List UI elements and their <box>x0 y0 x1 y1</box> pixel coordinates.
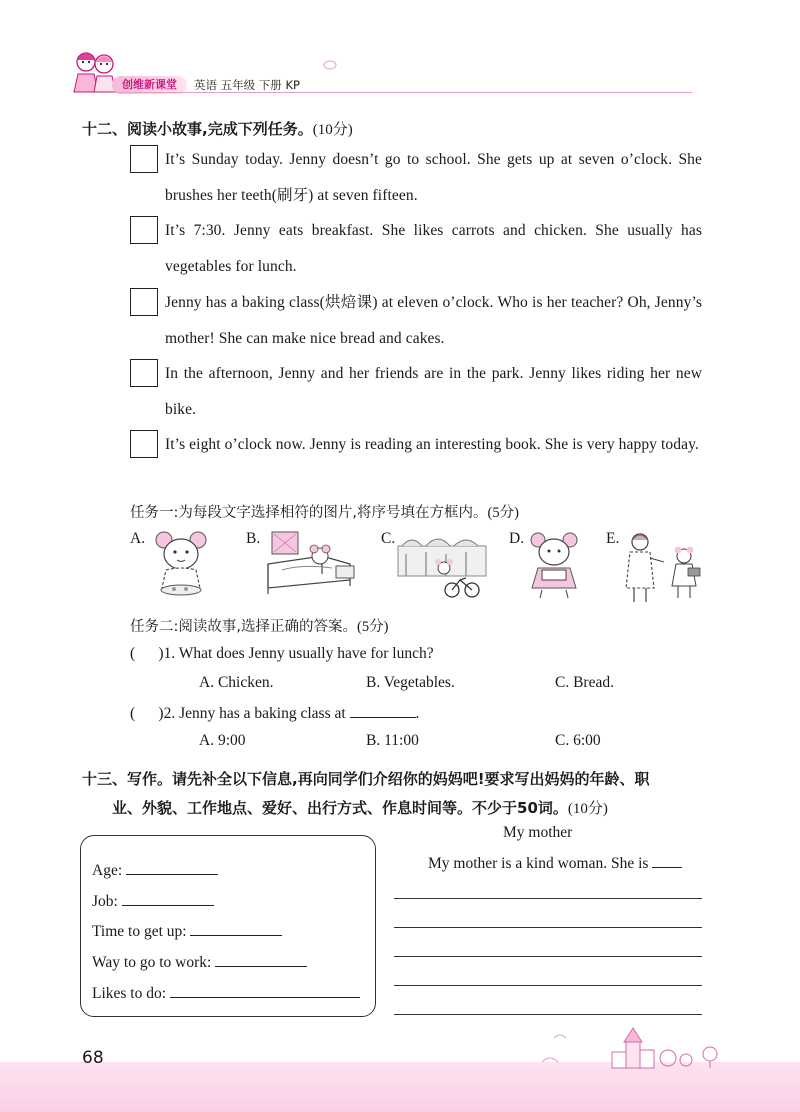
writing-line-2[interactable] <box>394 927 702 928</box>
job-blank[interactable] <box>122 891 214 906</box>
park-bike-icon <box>396 532 488 600</box>
time-to-get-up-blank[interactable] <box>190 921 282 936</box>
answer-box-2[interactable] <box>130 216 158 244</box>
writing-line-1[interactable] <box>394 898 702 899</box>
way-to-work-blank[interactable] <box>215 952 307 967</box>
story-paragraph-5: It’s eight o’clock now. Jenny is reading an interesting book. She is very happy today. <box>165 436 699 453</box>
story-paragraph-4: In the afternoon, Jenny and her friends are in the park. Jenny likes riding her new bike. <box>165 365 702 418</box>
answer-box-3[interactable] <box>130 288 158 316</box>
answer-box-4[interactable] <box>130 359 158 387</box>
flower-icon <box>322 58 338 72</box>
story-paragraph-2: It’s 7:30. Jenny eats breakfast. She likes carrots and chicken. She usually has vegetables for lunch. <box>165 222 702 275</box>
answer-box-1[interactable] <box>130 145 158 173</box>
field-time-to-get-up: Time to get up: <box>92 921 282 941</box>
writing-line-5[interactable] <box>394 1014 702 1015</box>
picture-label-b: B. <box>246 530 261 547</box>
age-blank[interactable] <box>126 860 218 875</box>
essay-title: My mother <box>503 824 573 841</box>
answer-paren-1[interactable]: ( ) <box>130 645 164 662</box>
picture-label-c: C. <box>381 530 396 547</box>
essay-start: My mother is a kind woman. She is <box>428 853 682 873</box>
girl-eating-icon <box>150 528 212 600</box>
section-12-title: 十二、阅读小故事,完成下列任务。(10分) <box>82 120 353 138</box>
writing-line-4[interactable] <box>394 985 702 986</box>
section-13-title-line-1: 十三、写作。请先补全以下信息,再向同学们介绍你的妈妈吧!要求写出妈妈的年龄、职 <box>82 770 650 788</box>
girl-reading-icon <box>528 530 580 600</box>
picture-label-e: E. <box>606 530 620 547</box>
page-number: 68 <box>82 1048 104 1068</box>
q2-option-b: B. 11:00 <box>366 732 419 749</box>
writing-line-3[interactable] <box>394 956 702 957</box>
q1-option-a: A. Chicken. <box>199 674 274 691</box>
essay-start-blank[interactable] <box>652 853 682 868</box>
section-13-title-line-2: 业、外貌、工作地点、爱好、出行方式、作息时间等。不少于50词。(10分) <box>112 799 608 817</box>
likes-to-do-blank[interactable] <box>170 983 360 998</box>
question-2: ( )2. Jenny has a baking class at . <box>130 705 420 722</box>
castle-decoration-icon <box>540 1024 730 1070</box>
answer-paren-2[interactable]: ( ) <box>130 705 164 722</box>
answer-box-5[interactable] <box>130 430 158 458</box>
q1-option-c: C. Bread. <box>555 674 614 691</box>
story-paragraph-1: It’s Sunday today. Jenny doesn’t go to school. She gets up at seven o’clock. She brushes her teeth(刷牙) at seven fifteen. <box>165 151 702 204</box>
field-likes-to-do: Likes to do: <box>92 983 360 1003</box>
question-1: ( )1. What does Jenny usually have for lunch? <box>130 645 434 662</box>
header-subject: 英语 五年级 下册 KP <box>194 78 300 92</box>
q2-blank[interactable] <box>350 703 416 718</box>
field-job: Job: <box>92 891 214 911</box>
q2-option-a: A. 9:00 <box>199 732 246 749</box>
picture-label-d: D. <box>509 530 525 547</box>
task-2-title: 任务二:阅读故事,选择正确的答案。(5分) <box>130 619 389 635</box>
story-paragraph-3: Jenny has a baking class(烘焙课) at eleven o’clock. Who is her teacher? Oh, Jenny’s mother! She can make nice bread and cakes. <box>165 294 702 347</box>
q2-option-c: C. 6:00 <box>555 732 601 749</box>
girl-in-bed-icon <box>262 530 358 596</box>
picture-label-a: A. <box>130 530 146 547</box>
field-age: Age: <box>92 860 218 880</box>
mother-and-girl-icon <box>624 532 704 604</box>
header-brand: 创维新课堂 <box>112 76 187 94</box>
task-1-title: 任务一:为每段文字选择相符的图片,将序号填在方框内。(5分) <box>130 505 519 521</box>
header-rule <box>112 92 692 93</box>
field-way-to-work: Way to go to work: <box>92 952 307 972</box>
q1-option-b: B. Vegetables. <box>366 674 455 691</box>
